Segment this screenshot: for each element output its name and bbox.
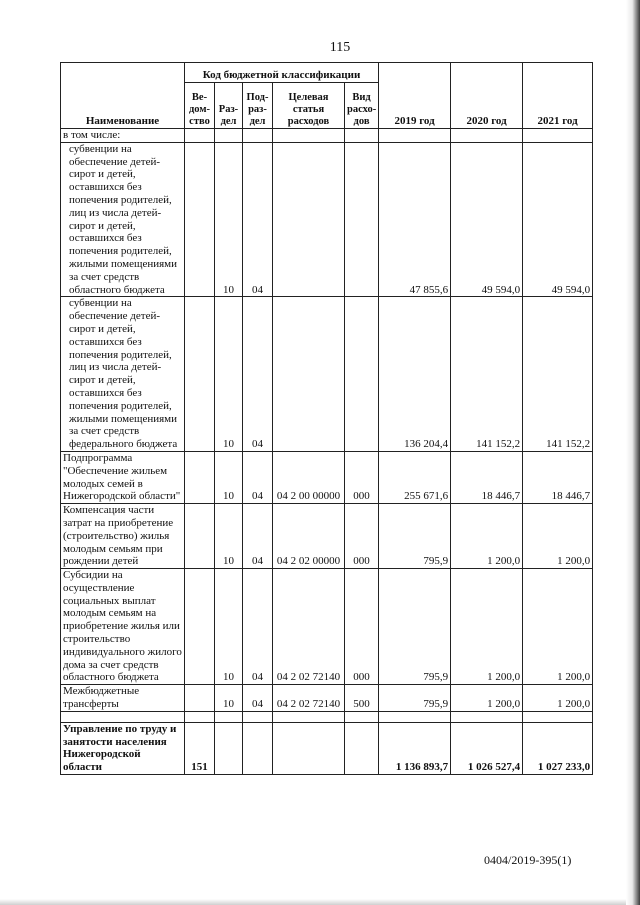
row-razdel <box>215 711 243 722</box>
row-2021: 141 152,2 <box>523 297 593 452</box>
row-ved <box>185 711 215 722</box>
row-vid <box>345 722 379 774</box>
row-target: 04 2 02 00000 <box>273 504 345 569</box>
row-razdel: 10 <box>215 685 243 712</box>
row-razdel: 10 <box>215 142 243 297</box>
row-2021: 1 200,0 <box>523 569 593 685</box>
table-row <box>61 504 593 569</box>
header-vedomstvo: Ве-дом-ство <box>185 83 215 129</box>
row-2021: 1 200,0 <box>523 685 593 712</box>
row-2020: 1 200,0 <box>451 504 523 569</box>
header-2019: 2019 год <box>379 63 451 129</box>
row-2021 <box>523 129 593 143</box>
document-number: 0404/2019-395(1) <box>484 853 572 867</box>
header-name: Наименование <box>61 63 185 129</box>
row-2020: 18 446,7 <box>451 451 523 503</box>
row-2020: 141 152,2 <box>451 297 523 452</box>
row-2019: 1 136 893,7 <box>379 722 451 774</box>
row-2019: 136 204,4 <box>379 297 451 452</box>
row-name: в том числе: <box>61 129 185 143</box>
header-razdel: Раз-дел <box>215 83 243 129</box>
row-podrazdel: 04 <box>243 569 273 685</box>
row-name: субвенции на обеспечение детей-сирот и детей, оставшихся без попечения родителей, лиц из числа детей-сирот и детей, оставшихся без попечения родителей, жилыми помещениями за счет средств областного бюджета <box>61 142 185 297</box>
row-name: Подпрограмма "Обеспечение жильем молодых семей в Нижегородской области" <box>61 451 185 503</box>
table-row-empty <box>61 711 593 722</box>
row-podrazdel: 04 <box>243 504 273 569</box>
row-podrazdel <box>243 129 273 143</box>
row-vid: 000 <box>345 451 379 503</box>
row-2019: 255 671,6 <box>379 451 451 503</box>
row-2020: 1 200,0 <box>451 685 523 712</box>
row-2021 <box>523 711 593 722</box>
row-razdel: 10 <box>215 504 243 569</box>
row-razdel: 10 <box>215 297 243 452</box>
table-row <box>61 569 593 685</box>
row-2019: 795,9 <box>379 569 451 685</box>
page-edge-shadow <box>626 0 640 905</box>
row-target <box>273 129 345 143</box>
row-2019 <box>379 711 451 722</box>
header-podrazdel: Под-раз-дел <box>243 83 273 129</box>
row-podrazdel <box>243 711 273 722</box>
table-row <box>61 129 593 143</box>
row-target <box>273 722 345 774</box>
table-row-total <box>61 722 593 774</box>
row-2019: 795,9 <box>379 685 451 712</box>
row-target: 04 2 02 72140 <box>273 569 345 685</box>
row-2020: 49 594,0 <box>451 142 523 297</box>
row-ved <box>185 451 215 503</box>
header-vid: Вид расхо-дов <box>345 83 379 129</box>
row-2020: 1 200,0 <box>451 569 523 685</box>
header-target: Целевая статья расходов <box>273 83 345 129</box>
row-vid <box>345 129 379 143</box>
row-2021: 18 446,7 <box>523 451 593 503</box>
row-podrazdel <box>243 722 273 774</box>
row-podrazdel: 04 <box>243 297 273 452</box>
header-2020: 2020 год <box>451 63 523 129</box>
row-name: субвенции на обеспечение детей-сирот и детей, оставшихся без попечения родителей, лиц из числа детей-сирот и детей, оставшихся без попечения родителей, жилыми помещениями за счет средств федерального бюджета <box>61 297 185 452</box>
row-ved: 151 <box>185 722 215 774</box>
row-vid <box>345 711 379 722</box>
row-name: Межбюджетные трансферты <box>61 685 185 712</box>
row-vid: 500 <box>345 685 379 712</box>
table-row <box>61 142 593 297</box>
row-target <box>273 142 345 297</box>
row-vid: 000 <box>345 504 379 569</box>
row-2019 <box>379 129 451 143</box>
row-razdel <box>215 722 243 774</box>
row-ved <box>185 142 215 297</box>
row-razdel: 10 <box>215 451 243 503</box>
row-vid <box>345 297 379 452</box>
row-podrazdel: 04 <box>243 142 273 297</box>
row-name: Компенсация части затрат на приобретение (строительство) жилья молодым семьям при рождении детей <box>61 504 185 569</box>
row-name: Управление по труду и занятости населения Нижегородской области <box>61 722 185 774</box>
header-2021: 2021 год <box>523 63 593 129</box>
row-ved <box>185 297 215 452</box>
row-2020 <box>451 129 523 143</box>
row-name <box>61 711 185 722</box>
row-ved <box>185 569 215 685</box>
row-target: 04 2 02 72140 <box>273 685 345 712</box>
row-ved <box>185 504 215 569</box>
row-2019: 47 855,6 <box>379 142 451 297</box>
row-target: 04 2 00 00000 <box>273 451 345 503</box>
row-2020 <box>451 711 523 722</box>
row-razdel <box>215 129 243 143</box>
row-podrazdel: 04 <box>243 685 273 712</box>
row-ved <box>185 685 215 712</box>
row-target <box>273 297 345 452</box>
table-row <box>61 297 593 452</box>
row-2019: 795,9 <box>379 504 451 569</box>
row-2021: 49 594,0 <box>523 142 593 297</box>
row-podrazdel: 04 <box>243 451 273 503</box>
page-bottom-shadow <box>0 899 626 905</box>
row-vid <box>345 142 379 297</box>
row-razdel: 10 <box>215 569 243 685</box>
row-2021: 1 200,0 <box>523 504 593 569</box>
row-name: Субсидии на осуществление социальных выплат молодым семьям на приобретение жилья или строительство индивидуального жилого дома за счет средств областного бюджета <box>61 569 185 685</box>
row-2021: 1 027 233,0 <box>523 722 593 774</box>
row-ved <box>185 129 215 143</box>
budget-table <box>60 62 593 775</box>
table-row <box>61 451 593 503</box>
page-number: 115 <box>329 40 351 55</box>
row-target <box>273 711 345 722</box>
row-2020: 1 026 527,4 <box>451 722 523 774</box>
row-vid: 000 <box>345 569 379 685</box>
header-code-group: Код бюджетной классификации <box>185 63 379 83</box>
table-row <box>61 685 593 712</box>
